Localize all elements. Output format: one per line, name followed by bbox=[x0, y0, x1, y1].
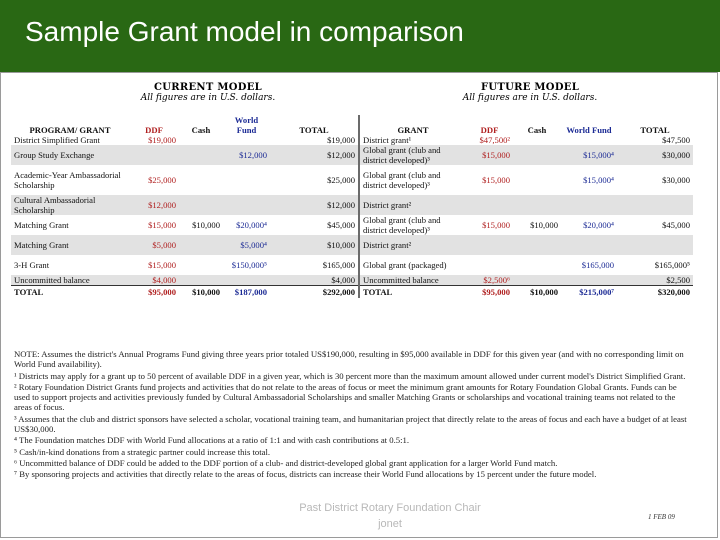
table-cell: $15,000 bbox=[148, 220, 176, 230]
table-cell: $45,000 bbox=[662, 220, 690, 230]
table-row bbox=[11, 255, 693, 275]
table-cell: $10,000 bbox=[530, 220, 558, 230]
table-cell: $15,000 bbox=[466, 145, 513, 165]
footnote: ² Rotary Foundation District Grants fund projects and activities that do not relate to the areas of focus or meet the minimum grant amounts for Rotary Foundation Global Grants. Funds can be used to support projects and activities previously funded by Cultural Ambassadorial Scholarships and smaller Matching Grants or scholarships and vocational training teams not related to the areas of focus. bbox=[14, 381, 677, 413]
table-cell: $12,000 bbox=[129, 195, 179, 215]
table-cell bbox=[179, 235, 223, 255]
table-cell: $15,000⁴ bbox=[561, 145, 617, 165]
table-cell bbox=[223, 195, 270, 215]
table-cell: $25,000 bbox=[327, 175, 355, 185]
table-cell bbox=[466, 255, 513, 275]
table-cell bbox=[179, 195, 223, 215]
table-cell: $30,000 bbox=[617, 145, 693, 165]
table-cell bbox=[617, 195, 693, 215]
table-cell: $165,000⁵ bbox=[654, 260, 690, 270]
table-cell: Uncommitted balance bbox=[359, 275, 466, 286]
table-row bbox=[11, 145, 693, 165]
table-cell bbox=[223, 165, 270, 195]
table-row bbox=[11, 215, 693, 235]
table-cell: $165,000 bbox=[581, 260, 614, 270]
table-row bbox=[11, 286, 693, 299]
column-header: TOTAL bbox=[640, 125, 670, 135]
table-cell: $95,000 bbox=[466, 286, 513, 299]
table-cell: District grant¹ bbox=[359, 135, 466, 145]
future-model-title: FUTURE MODEL bbox=[480, 82, 580, 93]
table-cell bbox=[617, 235, 693, 255]
table-cell: $19,000 bbox=[148, 135, 176, 145]
table-cell: $150,000⁵ bbox=[231, 260, 267, 270]
table-cell: $4,000 bbox=[129, 275, 179, 286]
table-cell bbox=[223, 135, 270, 145]
table-cell: $15,000 bbox=[482, 220, 510, 230]
table-cell bbox=[179, 255, 223, 275]
column-header: PROGRAM/ GRANT bbox=[29, 125, 111, 135]
footnote: ³ Assumes that the club and district sponsors have selected a scholar, vocational training team, and humanitarian project that directly relate to the areas of focus and each have a budget of at least US$30,000. bbox=[14, 413, 687, 435]
current-model-header bbox=[118, 82, 298, 103]
table-row bbox=[11, 275, 693, 286]
table-cell: $5,000⁴ bbox=[223, 235, 270, 255]
table-cell: Uncommitted balance bbox=[11, 275, 129, 286]
future-model-subtitle: All figures are in U.S. dollars. bbox=[462, 93, 598, 103]
footnote: NOTE: Assumes the district's Annual Programs Fund giving three years prior totaled US$190,000, resulting in $95,000 available in DDF for this given year (and with no corresponding limit on World Fund availability). bbox=[14, 349, 684, 370]
column-header: Cash bbox=[191, 125, 211, 135]
table-cell bbox=[561, 195, 617, 215]
table-cell: District Simplified Grant bbox=[14, 135, 100, 145]
column-header: DDF bbox=[145, 125, 163, 135]
table-cell: Group Study Exchange bbox=[11, 145, 129, 165]
table-cell bbox=[513, 135, 561, 145]
date-stamp: 1 FEB 09 bbox=[648, 513, 675, 521]
table-cell: Global grant (club and district developed)³ bbox=[359, 145, 466, 165]
table-cell bbox=[561, 275, 617, 286]
table-cell: Cultural Ambassadorial Scholarship bbox=[11, 195, 129, 215]
table-cell: $95,000 bbox=[129, 286, 179, 299]
table-cell bbox=[561, 235, 617, 255]
table-cell: $20,000⁴ bbox=[583, 220, 614, 230]
column-header: World Fund bbox=[234, 115, 259, 135]
table-cell: $2,500⁶ bbox=[466, 275, 513, 286]
table-cell: Matching Grant bbox=[11, 235, 129, 255]
table-cell: $215,000⁷ bbox=[561, 286, 617, 299]
table-cell: $30,000 bbox=[662, 175, 690, 185]
table-cell: $45,000 bbox=[327, 220, 355, 230]
column-header: GRANT bbox=[359, 115, 466, 135]
table-cell: Global grant (packaged) bbox=[359, 255, 466, 275]
table-cell: Academic-Year Ambassadorial Scholarship bbox=[14, 170, 121, 190]
table-cell: $47,500 bbox=[662, 135, 690, 145]
table-cell bbox=[129, 145, 179, 165]
table-cell: $165,000 bbox=[322, 260, 355, 270]
footnote: ⁷ By sponsoring projects and activities that directly relate to the areas of focus, districts can increase their World Fund allocations by 15 percent under the future model. bbox=[14, 469, 597, 480]
table-cell bbox=[513, 195, 561, 215]
table-cell: $5,000 bbox=[129, 235, 179, 255]
table-cell: 3-H Grant bbox=[14, 260, 50, 270]
table-cell: Global grant (club and district developed)³ bbox=[359, 215, 466, 235]
table-cell: TOTAL bbox=[359, 286, 466, 299]
table-cell: Global grant (club and district developed)³ bbox=[359, 165, 466, 195]
column-header: Cash bbox=[527, 125, 547, 135]
table-cell: District grant² bbox=[359, 235, 466, 255]
footer-text: Past District Rotary Foundation Chair jonet bbox=[299, 502, 481, 530]
column-header: TOTAL bbox=[299, 125, 329, 135]
table-cell bbox=[179, 275, 223, 286]
table-cell: $12,000 bbox=[223, 145, 270, 165]
table-cell bbox=[179, 165, 223, 195]
table-cell: $47,500² bbox=[479, 135, 510, 145]
column-header: DDF bbox=[480, 125, 499, 135]
table-cell: $12,000 bbox=[270, 145, 359, 165]
table-cell: $10,000 bbox=[270, 235, 359, 255]
table-cell: $12,000 bbox=[270, 195, 359, 215]
table-cell bbox=[513, 275, 561, 286]
table-row bbox=[11, 195, 693, 215]
table-cell: $25,000 bbox=[148, 175, 176, 185]
slide-title: Sample Grant model in comparison bbox=[25, 16, 464, 47]
table-cell bbox=[513, 235, 561, 255]
table-cell: Matching Grant bbox=[14, 220, 69, 230]
table-cell: $10,000 bbox=[179, 286, 223, 299]
table-cell: $4,000 bbox=[270, 275, 359, 286]
footnote: ⁵ Cash/in-kind donations from a strategic partner could increase this total. bbox=[14, 446, 271, 457]
table-cell: $2,500 bbox=[617, 275, 693, 286]
table-cell: $10,000 bbox=[513, 286, 561, 299]
table-row bbox=[11, 135, 693, 145]
table-cell: $20,000⁴ bbox=[236, 220, 267, 230]
table-cell: $15,000⁴ bbox=[583, 175, 614, 185]
table-cell: $187,000 bbox=[223, 286, 270, 299]
table-cell: District grant² bbox=[359, 195, 466, 215]
column-header: World Fund bbox=[566, 125, 612, 135]
table-cell: $15,000 bbox=[148, 260, 176, 270]
current-model-subtitle: All figures are in U.S. dollars. bbox=[140, 93, 276, 103]
footnote: ⁶ Uncommitted balance of DDF could be added to the DDF portion of a club- and district-developed global grant application for a larger World Fund match. bbox=[14, 457, 558, 468]
table-row bbox=[11, 235, 693, 255]
table-cell: $320,000 bbox=[617, 286, 693, 299]
table-cell bbox=[179, 145, 223, 165]
table-cell: $19,000 bbox=[327, 135, 355, 145]
table-cell bbox=[466, 195, 513, 215]
footnote: ¹ Districts may apply for a grant up to 50 percent of available DDF in a given year, which is 30 percent more than the maximum amount allowed under current model's District Simplified Grant. bbox=[14, 370, 686, 381]
footnotes bbox=[14, 349, 694, 481]
table-header-row bbox=[11, 115, 693, 135]
table-cell bbox=[513, 255, 561, 275]
current-model-title: CURRENT MODEL bbox=[154, 82, 262, 93]
table-cell bbox=[466, 235, 513, 255]
table-cell: TOTAL bbox=[11, 286, 129, 299]
table-cell: $292,000 bbox=[270, 286, 359, 299]
grant-comparison-table bbox=[11, 115, 693, 298]
table-cell bbox=[561, 135, 617, 145]
table-cell: $10,000 bbox=[192, 220, 220, 230]
table-cell bbox=[179, 135, 223, 145]
footnote: ⁴ The Foundation matches DDF with World Fund allocations at a ratio of 1:1 and with cash contributions at 0.5:1. bbox=[14, 435, 410, 446]
title-bar bbox=[0, 0, 720, 72]
future-model-header bbox=[440, 82, 620, 103]
table-row bbox=[11, 165, 693, 195]
table-cell bbox=[513, 145, 561, 165]
table-cell bbox=[223, 275, 270, 286]
table-cell: $15,000 bbox=[482, 175, 510, 185]
table-cell bbox=[513, 165, 561, 195]
